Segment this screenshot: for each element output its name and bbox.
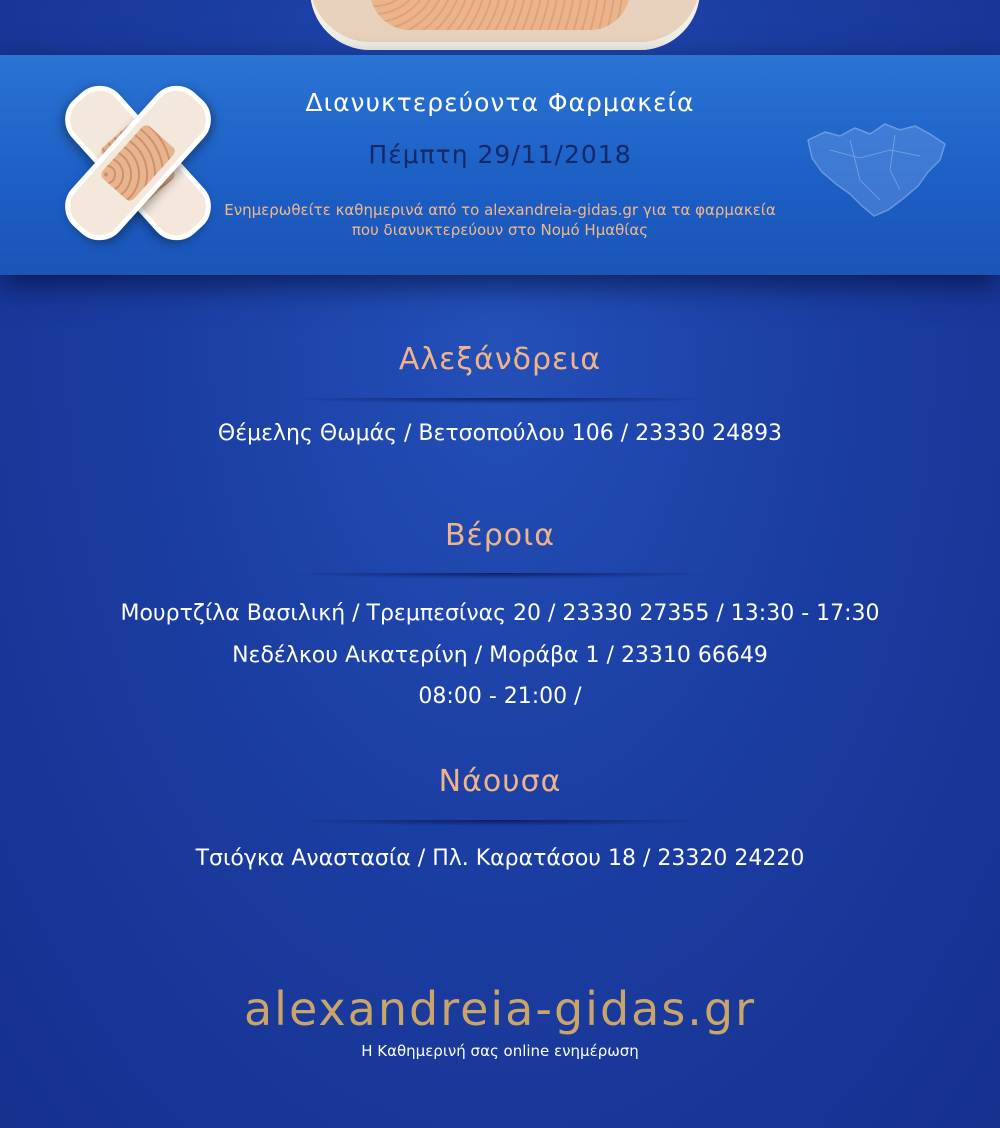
section-title-veroia: Βέροια [444, 518, 556, 553]
section-divider [285, 820, 715, 826]
header-title: Διανυκτερεύοντα Φαρμακεία [305, 88, 695, 117]
brand-tagline: Η Καθημερινή σας online ενημέρωση [361, 1042, 639, 1060]
header-description: Ενημερωθείτε καθημερινά από το alexandreia-gidas.gr για τα φαρμακεία που διανυκτερεύουν στο Νομό Ημαθίας [224, 201, 776, 239]
section-divider [285, 398, 715, 404]
brand-logo-text: alexandreia-gidas.gr [243, 982, 757, 1036]
pharmacy-entry: Νεδέλκου Αικατερίνη / Μοράβα 1 / 23310 66649 [232, 643, 768, 668]
section-title-naousa: Νάουσα [438, 764, 562, 799]
header-date: Πέμπτη 29/11/2018 [368, 140, 632, 169]
section-divider [285, 573, 715, 579]
pharmacy-entry: Μουρτζίλα Βασιλική / Τρεμπεσίνας 20 / 23330 27355 / 13:30 - 17:30 [120, 601, 880, 626]
pharmacy-entry: Τσιόγκα Αναστασία / Πλ. Καρατάσου 18 / 23320 24220 [195, 846, 805, 871]
pharmacy-entry: 08:00 - 21:00 / [418, 684, 582, 709]
top-bandage-graphic [300, 0, 710, 55]
pharmacy-entry: Θέμελης Θωμάς / Βετσοπούλου 106 / 23330 24893 [217, 421, 783, 446]
section-title-alexandreia: Αλεξάνδρεια [398, 342, 602, 377]
